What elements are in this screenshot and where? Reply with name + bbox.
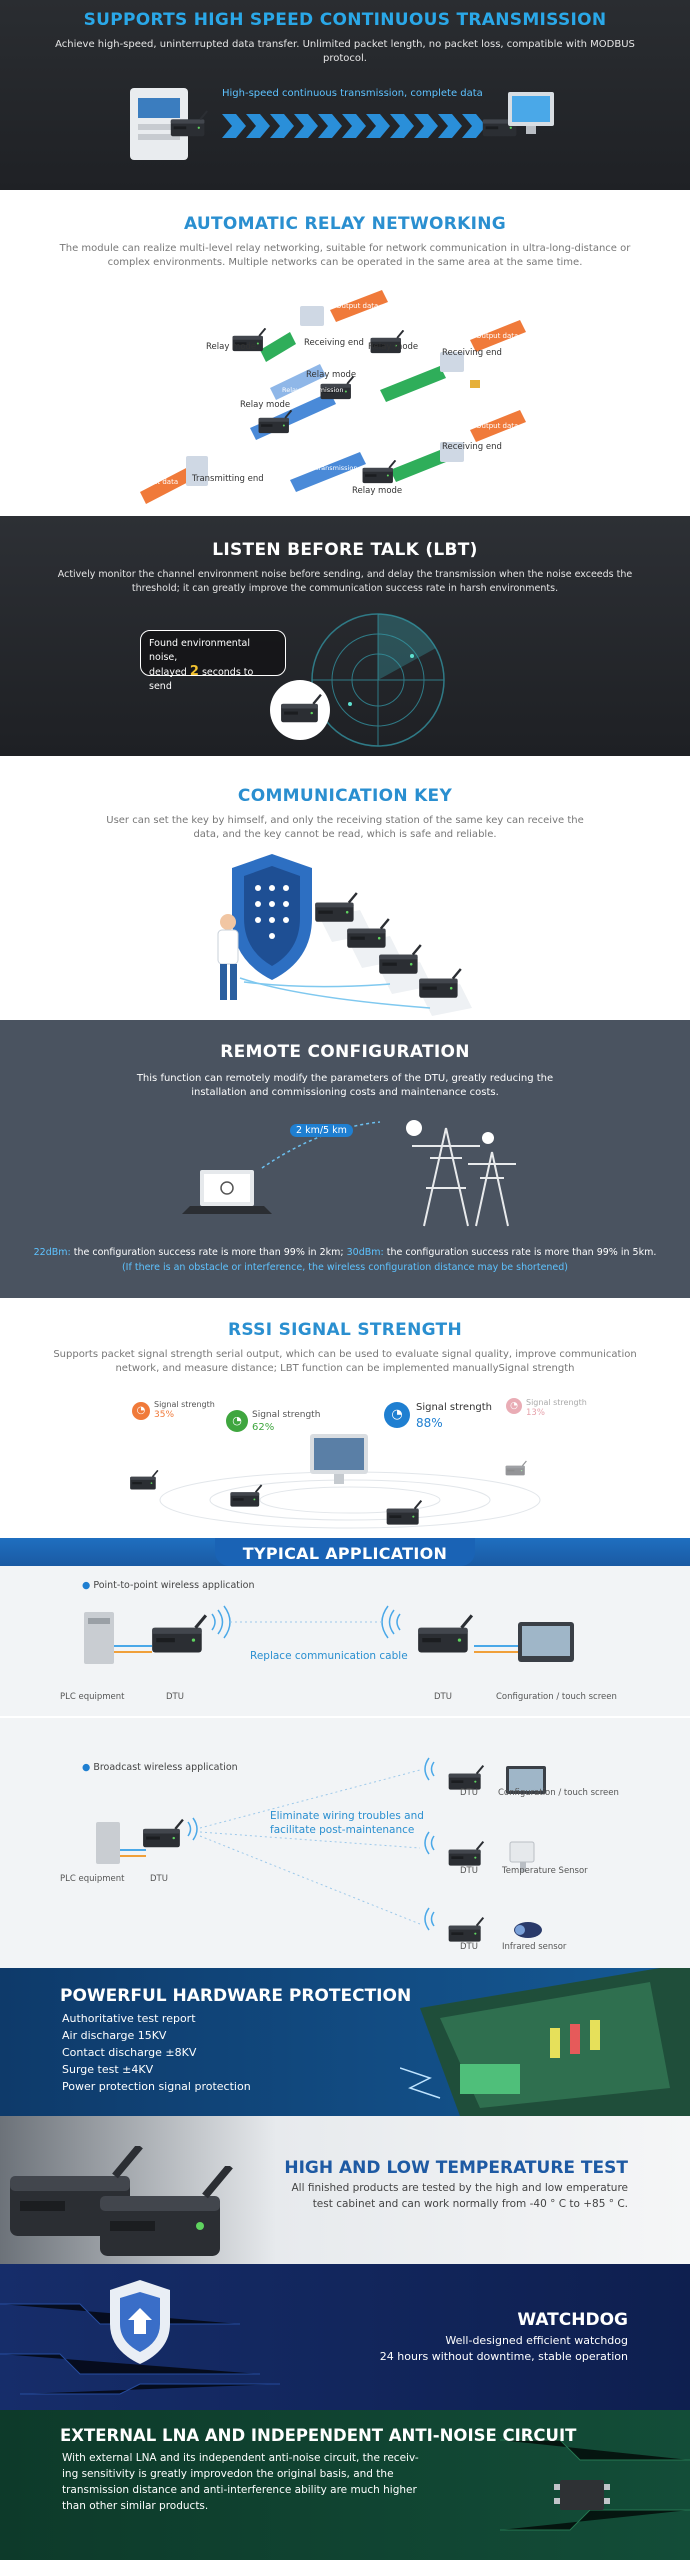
protection-line-5: Power protection signal protection	[62, 2080, 251, 2093]
radar-illustration	[0, 600, 690, 756]
label-dtu-3: DTU	[150, 1874, 168, 1884]
rssi-illustration	[0, 1388, 690, 1538]
section-typical-application	[0, 1538, 690, 1968]
lna-line-1: With external LNA and its independent anti-noise circuit, the receiv-	[62, 2452, 419, 2464]
bubble-post: seconds to send	[149, 667, 254, 692]
section-title: RSSI SIGNAL STRENGTH	[228, 1320, 462, 1340]
pcb-illustration	[400, 1968, 690, 2116]
temperature-desc-2: test cabinet and can work normally from -40 ° C to +85 ° C.	[312, 2198, 628, 2210]
signal-icon-4: ◔	[506, 1398, 522, 1414]
note-22dbm: 22dBm:	[33, 1247, 71, 1258]
label-config-screen-1: Configuration / touch screen	[496, 1692, 617, 1702]
section-title: COMMUNICATION KEY	[237, 786, 453, 806]
broadcast-heading-text: Broadcast wireless application	[93, 1762, 238, 1773]
label-infrared-sensor: Infrared sensor	[502, 1942, 567, 1952]
note-30dbm: 30dBm:	[346, 1247, 384, 1258]
lna-line-4: than other similar products.	[62, 2500, 209, 2512]
label-plc-1: PLC equipment	[60, 1692, 125, 1702]
broadcast-diagram	[0, 1724, 690, 1968]
label-transmitting-end: Transmitting end	[192, 474, 264, 484]
protection-line-2: Air discharge 15KV	[62, 2029, 167, 2042]
p2p-heading-text: Point-to-point wireless application	[93, 1580, 255, 1591]
signal-label-4: Signal strength	[526, 1398, 587, 1407]
note-30dbm-text: the configuration success rate is more than 99% in 5km.	[386, 1247, 657, 1258]
section-watchdog	[0, 2264, 690, 2410]
bubble-pre: delayed	[149, 667, 187, 678]
label-input-data: Input data	[142, 478, 179, 486]
label-relay-mode-1: Relay mode	[206, 342, 257, 352]
section-description: Supports packet signal strength serial output, which can be used to evaluate signal quality, improve communication network, and measure distance; LBT function can be implemented manuallySignal strength	[53, 1349, 637, 1374]
label-receiving-end-3: Receiving end	[442, 442, 502, 452]
section-rssi	[0, 1298, 690, 1538]
label-dtu-6: DTU	[460, 1942, 478, 1952]
label-relay-mode-4: Relay mode	[240, 400, 291, 410]
section-title: LISTEN BEFORE TALK (LBT)	[212, 540, 478, 560]
lna-line-2: ing sensitivity is greatly improvedon the original basis, and the	[62, 2468, 394, 2480]
label-plc-2: PLC equipment	[60, 1874, 125, 1884]
section-description: Actively monitor the channel environment noise before sending, and delay the transmission when the noise exceeds the threshold; it can greatly improve the communication success rate in harsh environments.	[57, 569, 633, 594]
protection-line-3: Contact discharge ±8KV	[62, 2046, 197, 2059]
signal-value-4: 13%	[526, 1408, 545, 1418]
section-title: EXTERNAL LNA AND INDEPENDENT ANTI-NOISE CIRCUIT	[60, 2426, 577, 2445]
section-title: POWERFUL HARDWARE PROTECTION	[60, 1986, 412, 2006]
label-dtu-5: DTU	[460, 1866, 478, 1876]
section-continuous-transmission	[0, 0, 690, 190]
signal-icon-3: ◔	[384, 1402, 410, 1428]
bullet-icon: ●	[82, 1762, 94, 1773]
label-relay-mode-2: Relay mode	[368, 342, 419, 352]
section-lbt	[0, 516, 690, 756]
p2p-diagram	[0, 1594, 690, 1734]
bubble-line-1: Found environmental noise,	[149, 638, 250, 663]
noise-bubble	[140, 630, 286, 692]
label-receiving-end-2: Receiving end	[442, 348, 502, 358]
label-value-transmission: Value transmission	[296, 464, 358, 472]
section-communication-key	[0, 756, 690, 1020]
signal-value-3: 88%	[416, 1416, 443, 1430]
section-title: AUTOMATIC RELAY NETWORKING	[183, 214, 507, 234]
p2p-heading	[82, 1580, 254, 1591]
shield-illustration	[0, 2264, 300, 2410]
eliminate-text-1: Eliminate wiring troubles and	[270, 1810, 424, 1822]
config-note-1	[0, 1246, 690, 1260]
section-lna	[0, 2410, 690, 2560]
label-dtu-4: DTU	[460, 1788, 478, 1798]
signal-label-3: Signal strength	[416, 1402, 493, 1413]
signal-label-1: Signal strength	[154, 1400, 215, 1409]
config-note-2: (If there is an obstacle or interference, the wireless configuration distance may be shortened)	[121, 1262, 569, 1273]
label-output-data-1: Output data	[336, 302, 379, 310]
relay-diagram	[0, 280, 690, 516]
label-send-data: Send data	[238, 460, 272, 468]
section-temperature-test	[0, 2116, 690, 2264]
label-dtu-2: DTU	[434, 1692, 452, 1702]
bubble-number: 2	[189, 664, 199, 679]
label-relay-mode-3: Relay mode	[306, 370, 357, 380]
protection-line-1: Authoritative test report	[62, 2012, 196, 2025]
eliminate-text-2: facilitate post-maintenance	[270, 1824, 415, 1836]
section-title: SUPPORTS HIGH SPEED CONTINUOUS TRANSMISSION	[83, 10, 607, 30]
distance-badge: 2 km/5 km	[290, 1124, 353, 1137]
section-title: TYPICAL APPLICATION	[242, 1544, 448, 1563]
bullet-icon: ●	[82, 1580, 94, 1591]
signal-value-1: 35%	[154, 1410, 175, 1420]
bubble-line-2	[149, 665, 277, 694]
label-config-screen-2: Configuration / touch screen	[498, 1788, 619, 1798]
watchdog-line-1: Well-designed efficient watchdog	[445, 2334, 628, 2347]
label-temperature-sensor: Temperature Sensor	[502, 1866, 588, 1876]
lna-line-3: transmission distance and anti-interference ability are much higher	[62, 2484, 417, 2496]
section-remote-configuration	[0, 1020, 690, 1298]
signal-icon-1: ◔	[132, 1402, 150, 1420]
watchdog-line-2: 24 hours without downtime, stable operation	[379, 2350, 628, 2363]
signal-icon-2: ◔	[226, 1410, 248, 1432]
label-receiving-end-1: Receiving end	[304, 338, 364, 348]
key-illustration	[0, 848, 690, 1020]
transmission-banner-text: High-speed continuous transmission, complete data	[222, 88, 483, 99]
section-description: User can set the key by himself, and only the receiving station of the same key can receive the data, and the key cannot be read, which is safe and reliable.	[106, 815, 584, 840]
section-relay-networking	[0, 190, 690, 516]
section-description: This function can remotely modify the parameters of the DTU, greatly reducing the installation and commissioning costs and maintenance costs.	[136, 1073, 554, 1098]
label-dtu-1: DTU	[166, 1692, 184, 1702]
protection-line-4: Surge test ±4KV	[62, 2063, 154, 2076]
section-title: WATCHDOG	[517, 2310, 628, 2330]
section-hardware-protection	[0, 1968, 690, 2116]
section-title: HIGH AND LOW TEMPERATURE TEST	[284, 2158, 628, 2178]
label-relay-transmission: Relay transmission	[282, 386, 344, 394]
section-description: Achieve high-speed, uninterrupted data transfer. Unlimited packet length, no packet loss, compatible with MODBUS protocol.	[55, 39, 635, 64]
signal-value-2: 62%	[252, 1422, 275, 1433]
replace-cable-text: Replace communication cable	[250, 1650, 408, 1662]
section-title: REMOTE CONFIGURATION	[220, 1042, 470, 1062]
label-output-data-2: Output data	[476, 332, 519, 340]
dtu-group-illustration	[0, 2116, 260, 2264]
temperature-desc-1: All finished products are tested by the high and low emperature	[291, 2182, 628, 2194]
note-22dbm-text: the configuration success rate is more than 99% in 2km;	[73, 1247, 344, 1258]
label-relay-mode-5: Relay mode	[352, 486, 403, 496]
signal-label-2: Signal strength	[252, 1410, 321, 1420]
label-output-data-3: Output data	[476, 422, 519, 430]
divider	[0, 1716, 690, 1718]
section-description: The module can realize multi-level relay networking, suitable for network communication in ultra-long-distance or complex environments. Multiple networks can be operated in the same area at the same time.	[59, 243, 631, 268]
